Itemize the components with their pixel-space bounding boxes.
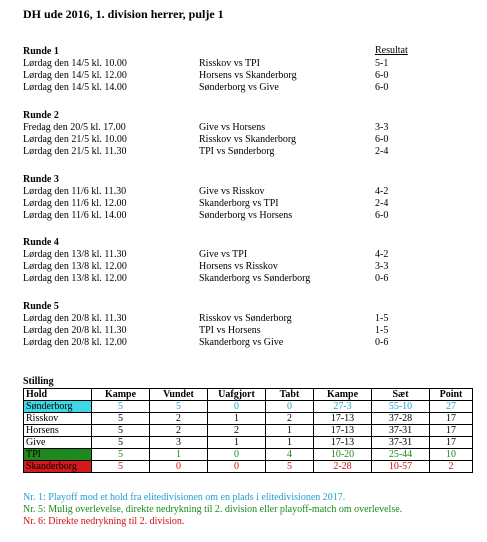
match-row xyxy=(23,186,443,198)
match-date: Lørdag den 14/5 kl. 12.00 xyxy=(23,70,127,81)
cell-team: Risskov xyxy=(24,413,92,425)
col-header-hold: Hold xyxy=(24,389,92,401)
cell-tabt: 5 xyxy=(266,461,314,473)
match-date: Lørdag den 11/6 kl. 11.30 xyxy=(23,186,127,197)
cell-saet: 37-31 xyxy=(372,425,430,437)
match-score: 5-1 xyxy=(375,58,389,69)
standings-header-row xyxy=(24,389,473,401)
match-row xyxy=(23,337,443,349)
cell-point: 17 xyxy=(430,425,473,437)
note-survival: Nr. 5: Mulig overlevelse, direkte nedrykning til 2. division eller playoff-match om overlevelse. xyxy=(23,504,403,515)
cell-tabt: 4 xyxy=(266,449,314,461)
cell-uafgjort: 1 xyxy=(208,437,266,449)
match-teams: Risskov vs Sønderborg xyxy=(199,313,292,324)
match-score: 0-6 xyxy=(375,273,389,284)
resultat-header: Resultat xyxy=(375,45,408,56)
match-score: 2-4 xyxy=(375,198,389,209)
cell-saet: 25-44 xyxy=(372,449,430,461)
cell-tabt: 0 xyxy=(266,401,314,413)
match-date: Lørdag den 13/8 kl. 12.00 xyxy=(23,273,127,284)
round-heading: Runde 2 xyxy=(23,110,59,121)
cell-uafgjort: 0 xyxy=(208,401,266,413)
cell-saet: 37-28 xyxy=(372,413,430,425)
match-date: Lørdag den 11/6 kl. 14.00 xyxy=(23,210,127,221)
match-row xyxy=(23,261,443,273)
match-teams: Risskov vs Skanderborg xyxy=(199,134,297,145)
match-teams: Skanderborg vs Sønderborg xyxy=(199,273,311,284)
round-4 xyxy=(23,236,443,285)
match-score: 6-0 xyxy=(375,210,389,221)
cell-kampe-score: 27-3 xyxy=(314,401,372,413)
col-header-uafgjort: Uafgjort xyxy=(208,389,266,401)
match-teams: Sønderborg vs Horsens xyxy=(199,210,293,221)
cell-saet: 10-57 xyxy=(372,461,430,473)
cell-saet: 37-31 xyxy=(372,437,430,449)
cell-kampe-score: 2-28 xyxy=(314,461,372,473)
round-1 xyxy=(23,45,443,94)
cell-point: 10 xyxy=(430,449,473,461)
match-teams: Horsens vs Risskov xyxy=(199,261,278,272)
cell-kampe: 5 xyxy=(92,413,150,425)
cell-uafgjort: 1 xyxy=(208,413,266,425)
match-row xyxy=(23,273,443,285)
note-relegation: Nr. 6: Direkte nedrykning til 2. division. xyxy=(23,516,185,527)
match-row xyxy=(23,325,443,337)
table-row xyxy=(24,461,473,473)
cell-kampe-score: 17-13 xyxy=(314,425,372,437)
round-heading: Runde 1 xyxy=(23,46,59,57)
match-score: 0-6 xyxy=(375,337,389,348)
notes-section xyxy=(23,492,402,528)
col-header-vundet: Vundet xyxy=(150,389,208,401)
match-row xyxy=(23,210,443,222)
cell-kampe-score: 10-20 xyxy=(314,449,372,461)
cell-team: Skanderborg xyxy=(24,461,92,473)
cell-point: 2 xyxy=(430,461,473,473)
match-score: 3-3 xyxy=(375,261,389,272)
match-row xyxy=(23,82,443,94)
match-row xyxy=(23,122,443,134)
cell-saet: 55-10 xyxy=(372,401,430,413)
cell-team: Sønderborg xyxy=(24,401,92,413)
standings-section xyxy=(23,376,472,473)
match-score: 1-5 xyxy=(375,325,389,336)
match-date: Lørdag den 20/8 kl. 12.00 xyxy=(23,337,127,348)
table-row xyxy=(24,425,473,437)
match-row xyxy=(23,313,443,325)
match-row xyxy=(23,198,443,210)
match-score: 6-0 xyxy=(375,82,389,93)
match-teams: Sønderborg vs Give xyxy=(199,82,279,93)
match-score: 6-0 xyxy=(375,134,389,145)
match-date: Lørdag den 21/5 kl. 10.00 xyxy=(23,134,127,145)
cell-vundet: 2 xyxy=(150,413,208,425)
match-row xyxy=(23,249,443,261)
cell-team: Give xyxy=(24,437,92,449)
col-header-kampe: Kampe xyxy=(92,389,150,401)
cell-team: Horsens xyxy=(24,425,92,437)
cell-kampe: 5 xyxy=(92,437,150,449)
standings-table xyxy=(23,388,473,473)
cell-kampe-score: 17-13 xyxy=(314,437,372,449)
note-playoff: Nr. 1: Playoff mod et hold fra elitedivisionen om en plads i elitedivisionen 2017. xyxy=(23,492,346,503)
cell-point: 17 xyxy=(430,437,473,449)
match-score: 1-5 xyxy=(375,313,389,324)
match-score: 4-2 xyxy=(375,186,389,197)
table-row xyxy=(24,437,473,449)
cell-kampe: 5 xyxy=(92,461,150,473)
match-date: Lørdag den 21/5 kl. 11.30 xyxy=(23,146,127,157)
match-date: Fredag den 20/5 kl. 17.00 xyxy=(23,122,126,133)
round-heading: Runde 4 xyxy=(23,237,59,248)
cell-uafgjort: 0 xyxy=(208,461,266,473)
cell-kampe-score: 17-13 xyxy=(314,413,372,425)
match-score: 6-0 xyxy=(375,70,389,81)
match-teams: TPI vs Sønderborg xyxy=(199,146,275,157)
match-date: Lørdag den 13/8 kl. 11.30 xyxy=(23,249,127,260)
match-teams: Give vs Risskov xyxy=(199,186,265,197)
match-teams: Give vs Horsens xyxy=(199,122,266,133)
cell-point: 17 xyxy=(430,413,473,425)
match-row xyxy=(23,146,443,158)
cell-kampe: 5 xyxy=(92,401,150,413)
table-row xyxy=(24,401,473,413)
match-date: Lørdag den 14/5 kl. 10.00 xyxy=(23,58,127,69)
cell-uafgjort: 2 xyxy=(208,425,266,437)
cell-kampe: 5 xyxy=(92,449,150,461)
match-teams: Horsens vs Skanderborg xyxy=(199,70,297,81)
standings-title: Stilling xyxy=(23,376,54,387)
cell-kampe: 5 xyxy=(92,425,150,437)
cell-tabt: 2 xyxy=(266,413,314,425)
match-score: 3-3 xyxy=(375,122,389,133)
cell-vundet: 1 xyxy=(150,449,208,461)
match-row xyxy=(23,70,443,82)
match-date: Lørdag den 11/6 kl. 12.00 xyxy=(23,198,127,209)
match-date: Lørdag den 13/8 kl. 12.00 xyxy=(23,261,127,272)
cell-tabt: 1 xyxy=(266,437,314,449)
cell-vundet: 5 xyxy=(150,401,208,413)
match-teams: TPI vs Horsens xyxy=(199,325,261,336)
cell-vundet: 0 xyxy=(150,461,208,473)
page-title: DH ude 2016, 1. division herrer, pulje 1 xyxy=(23,7,224,21)
match-date: Lørdag den 14/5 kl. 14.00 xyxy=(23,82,127,93)
col-header-kampe-score: Kampe xyxy=(314,389,372,401)
match-score: 4-2 xyxy=(375,249,389,260)
match-score: 2-4 xyxy=(375,146,389,157)
table-row xyxy=(24,449,473,461)
match-teams: Skanderborg vs Give xyxy=(199,337,284,348)
round-heading: Runde 5 xyxy=(23,301,59,312)
cell-vundet: 2 xyxy=(150,425,208,437)
match-teams: Skanderborg vs TPI xyxy=(199,198,279,209)
col-header-point: Point xyxy=(430,389,473,401)
cell-team: TPI xyxy=(24,449,92,461)
round-heading: Runde 3 xyxy=(23,174,59,185)
round-2 xyxy=(23,109,443,158)
match-teams: Give vs TPI xyxy=(199,249,248,260)
cell-vundet: 3 xyxy=(150,437,208,449)
match-date: Lørdag den 20/8 kl. 11.30 xyxy=(23,313,127,324)
match-teams: Risskov vs TPI xyxy=(199,58,260,69)
col-header-tabt: Tabt xyxy=(266,389,314,401)
cell-tabt: 1 xyxy=(266,425,314,437)
table-row xyxy=(24,413,473,425)
match-row xyxy=(23,134,443,146)
match-row xyxy=(23,58,443,70)
match-date: Lørdag den 20/8 kl. 11.30 xyxy=(23,325,127,336)
cell-uafgjort: 0 xyxy=(208,449,266,461)
round-5 xyxy=(23,300,443,349)
round-3 xyxy=(23,173,443,222)
col-header-saet: Sæt xyxy=(372,389,430,401)
cell-point: 27 xyxy=(430,401,473,413)
